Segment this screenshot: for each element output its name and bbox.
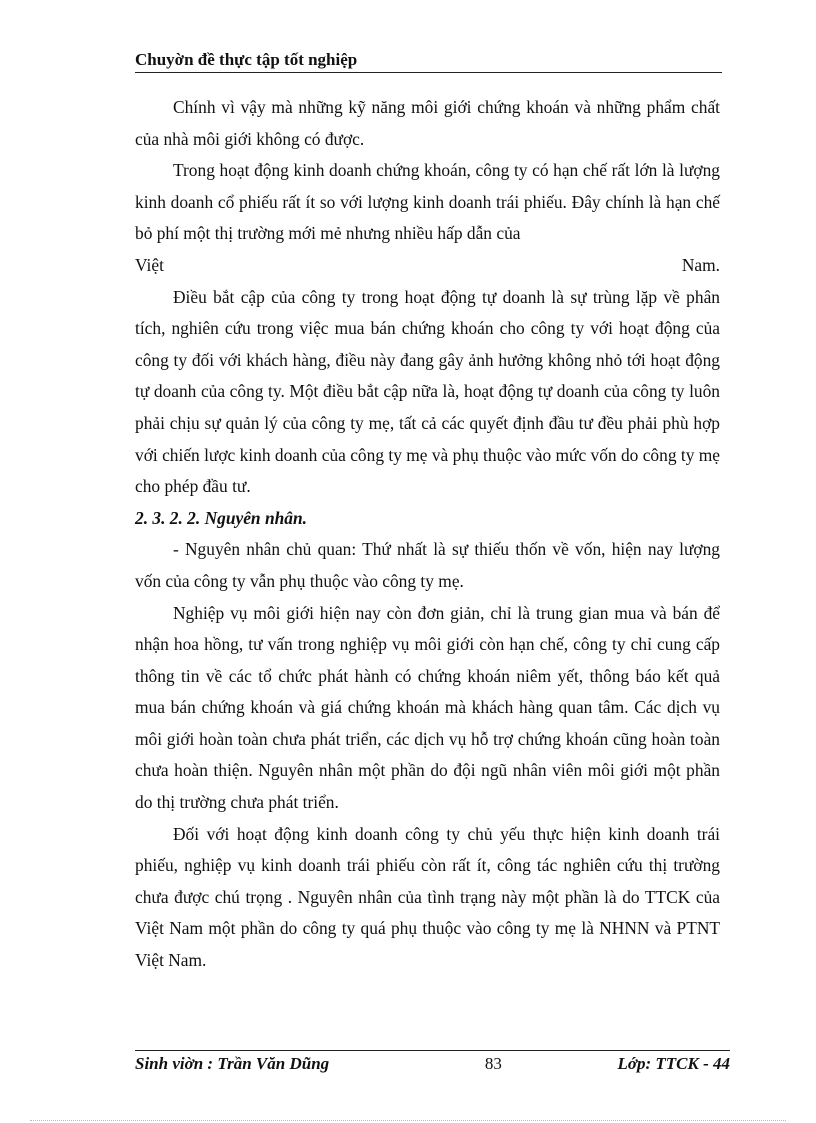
section-heading: 2. 3. 2. 2. Nguyên nhân.	[135, 507, 308, 528]
split-right: Nam.	[681, 254, 720, 275]
footer-class: Lớp: TTCK - 44	[617, 1054, 730, 1073]
split-left: Việt	[135, 254, 164, 275]
footer-page-number: 83	[484, 1054, 502, 1073]
page-header-title: Chuyờn đề thực tập tốt nghiệp	[135, 50, 722, 73]
footer-author: Sinh viờn : Trần Văn Dũng	[135, 1054, 330, 1073]
paragraph-2-last-line	[135, 250, 720, 282]
page-edge-divider	[30, 1120, 786, 1121]
paragraph-3: Điều bắt cập của công ty trong hoạt động tự doanh là sự trùng lặp về phân tích, nghiên cứu trong việc mua bán chứng khoán cho công ty với hoạt động của công ty đối với khách hàng, điều này đang gây ảnh hưởng không nhỏ tới hoạt động tự doanh của công ty. Một điều bắt cập nữa là, hoạt động tự doanh của công ty luôn phải chịu sự quản lý của công ty mẹ, tất cả các quyết định đầu tư đều phải phù hợp với chiến lược kinh doanh của công ty mẹ và phụ thuộc vào mức vốn do công ty mẹ cho phép đầu tư.	[135, 286, 720, 497]
paragraph-1: Chính vì vậy mà những kỹ năng môi giới chứng khoán và những phẩm chất của nhà môi giới không có được.	[135, 97, 720, 149]
paragraph-6: Đối với hoạt động kinh doanh công ty chủ yếu thực hiện kinh doanh trái phiếu, nghiệp vụ kinh doanh trái phiếu còn rất ít, công tác nghiên cứu thị trường chưa được chú trọng . Nguyên nhân của tình trạng này một phần là do TTCK của Việt Nam một phần do công ty quá phụ thuộc vào công ty mẹ là NHNN và PTNT Việt Nam.	[135, 823, 720, 971]
paragraph-5: Nghiệp vụ môi giới hiện nay còn đơn giản, chỉ là trung gian mua và bán để nhận hoa hồng, tư vấn trong nghiệp vụ môi giới còn hạn chế, công ty chỉ cung cấp thông tin về các tổ chức phát hành có chứng khoán niêm yết, thông báo kết quả mua bán chứng khoán và giá chứng khoán mà khách hàng quan tâm. Các dịch vụ môi giới hoàn toàn chưa phát triển, các dịch vụ hỗ trợ chứng khoán cũng hoàn toàn chưa hoàn thiện. Nguyên nhân một phần do đội ngũ nhân viên môi giới một phần do thị trường chưa phát triển.	[135, 602, 720, 813]
document-body	[135, 92, 720, 977]
page-footer	[135, 1050, 730, 1074]
paragraph-4: - Nguyên nhân chủ quan: Thứ nhất là sự thiếu thốn về vốn, hiện nay lượng vốn của công ty vẫn phụ thuộc vào công ty mẹ.	[135, 539, 720, 591]
paragraph-2: Trong hoạt động kinh doanh chứng khoán, công ty có hạn chế rất lớn là lượng kinh doanh cổ phiếu rất ít so với lượng kinh doanh trái phiếu. Đây chính là hạn chế bỏ phí một thị trường mới mẻ nhưng nhiều hấp dẫn của	[135, 160, 720, 244]
